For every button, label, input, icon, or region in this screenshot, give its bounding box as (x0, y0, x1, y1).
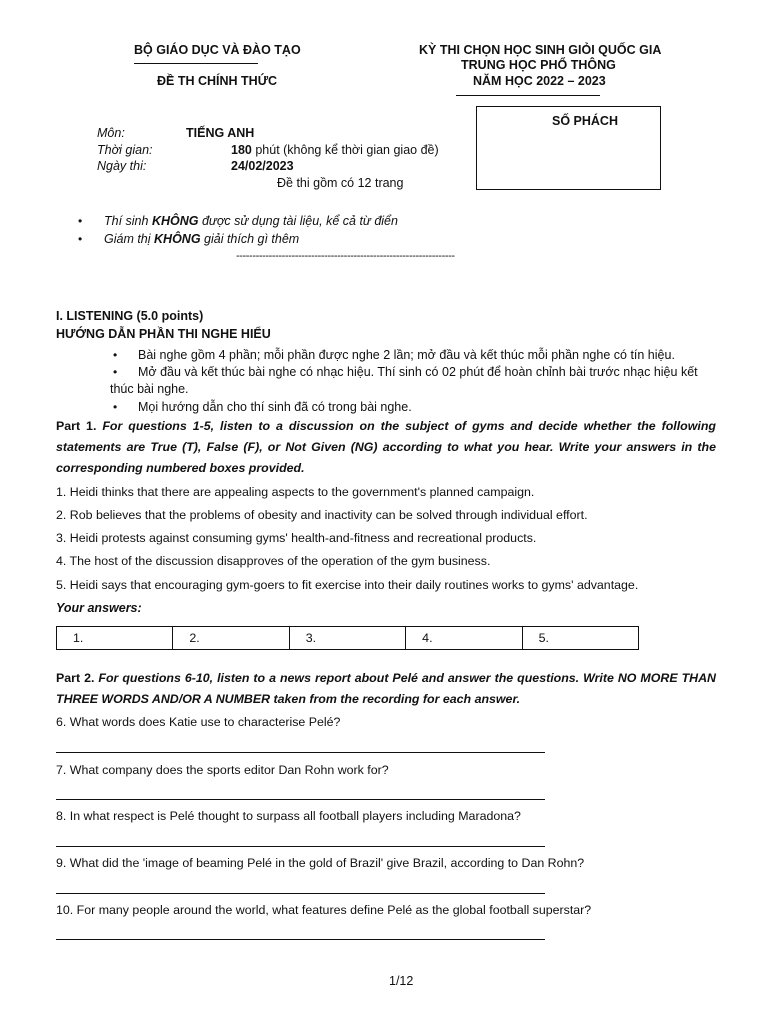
listening-title: I. LISTENING (5.0 points) (56, 309, 204, 323)
answer-cell-5[interactable]: 5. (522, 627, 638, 650)
note2-c: giải thích gì thêm (200, 232, 300, 246)
question-5: 5. Heidi says that encouraging gym-goers to fit exercise into their daily routines works to gyms' advantage. (56, 578, 639, 592)
so-phach-label: SỐ PHÁCH (552, 114, 618, 128)
guide-item-2: Mở đầu và kết thúc bài nghe có nhạc hiệu. Thí sinh có 02 phút để hoàn chỉnh bài trước nhạc hiệu kết (138, 365, 698, 379)
answer-row (57, 627, 639, 650)
answer-table (56, 626, 639, 650)
time-note: phút (không kể thời gian giao đề) (251, 143, 439, 157)
exam-title: KỲ THI CHỌN HỌC SINH GIỎI QUỐC GIA (419, 43, 662, 57)
year-underline (456, 95, 600, 96)
so-phach-box (476, 106, 661, 190)
part2-instruction (56, 668, 716, 710)
page-number: 1/12 (389, 974, 414, 988)
question-1: 1. Heidi thinks that there are appealing aspects to the government's planned campaign. (56, 485, 535, 499)
subject-value: TIẾNG ANH (186, 126, 255, 140)
question-9: 9. What did the 'image of beaming Pelé in the gold of Brazil' give Brazil, according to Dan Rohn? (56, 856, 585, 870)
part2-label: Part 2. (56, 671, 95, 685)
note2-a: Giám thị (104, 232, 155, 246)
ministry-name: BỘ GIÁO DỤC VÀ ĐÀO TẠO (134, 43, 301, 57)
ministry-underline (134, 63, 258, 64)
bullet: • (113, 400, 118, 414)
answer-line-6[interactable] (56, 752, 545, 753)
note-no-materials (104, 214, 398, 228)
answer-cell-3[interactable]: 3. (289, 627, 405, 650)
answer-cell-4[interactable]: 4. (406, 627, 522, 650)
answer-line-10[interactable] (56, 939, 545, 940)
question-3: 3. Heidi protests against consuming gyms' health-and-fitness and recreational products. (56, 531, 537, 545)
time-label: Thời gian: (97, 143, 153, 157)
date-label: Ngày thi: (97, 159, 147, 173)
question-7: 7. What company does the sports editor Dan Rohn work for? (56, 763, 389, 777)
answer-line-7[interactable] (56, 799, 545, 800)
note-no-explain (104, 232, 299, 246)
official-label: ĐỀ TH CHÍNH THỨC (157, 74, 278, 88)
note1-c: được sử dụng tài liệu, kể cả từ điển (198, 214, 398, 228)
question-4: 4. The host of the discussion disapproves of the operation of the gym business. (56, 554, 491, 568)
question-10: 10. For many people around the world, what features define Pelé as the global football superstar? (56, 903, 592, 917)
guide-item-1: Bài nghe gồm 4 phần; mỗi phần được nghe 2 lần; mở đầu và kết thúc mỗi phần nghe có tín hiệu. (138, 348, 675, 362)
listening-guide-title: HƯỚNG DẪN PHẦN THI NGHE HIỂU (56, 327, 271, 341)
question-2: 2. Rob believes that the problems of obesity and inactivity can be solved through individual effort. (56, 508, 588, 522)
answer-cell-1[interactable]: 1. (57, 627, 173, 650)
part1-instruction (56, 416, 716, 479)
exam-level: TRUNG HỌC PHỔ THÔNG (461, 58, 616, 72)
time-value (231, 143, 439, 157)
part2-text: For questions 6-10, listen to a news report about Pelé and answer the questions. Write NO MORE THAN THREE WORDS AND/OR A NUMBER taken from the recording for each answer. (56, 671, 716, 706)
school-year: NĂM HỌC 2022 – 2023 (473, 74, 606, 88)
part1-label: Part 1. (56, 419, 97, 433)
your-answers-label: Your answers: (56, 601, 142, 615)
subject-label: Môn: (97, 126, 125, 140)
time-minutes: 180 (231, 143, 252, 157)
note1-b: KHÔNG (151, 214, 199, 228)
question-6: 6. What words does Katie use to characterise Pelé? (56, 715, 341, 729)
part1-text: For questions 1-5, listen to a discussion on the subject of gyms and decide whether the following statements are True (T), False (F), or Not Given (NG) according to what you hear. Write your answers in the corresponding numbered boxes provided. (56, 419, 716, 475)
guide-item-2-cont: thúc bài nghe. (110, 382, 189, 396)
bullet: • (78, 232, 83, 246)
bullet: • (78, 214, 83, 228)
bullet: • (113, 365, 118, 379)
question-8: 8. In what respect is Pelé thought to surpass all football players including Maradona? (56, 809, 521, 823)
answer-line-9[interactable] (56, 893, 545, 894)
answer-cell-2[interactable]: 2. (173, 627, 289, 650)
pages-note: Đề thi gồm có 12 trang (277, 176, 404, 190)
bullet: • (113, 348, 118, 362)
date-value: 24/02/2023 (231, 159, 294, 173)
guide-item-3: Mọi hướng dẫn cho thí sinh đã có trong bài nghe. (138, 400, 412, 414)
dashed-divider: ------------------------------------------------------------------- (236, 250, 455, 262)
note2-b: KHÔNG (154, 232, 201, 246)
answer-line-8[interactable] (56, 846, 545, 847)
note1-a: Thí sinh (104, 214, 152, 228)
